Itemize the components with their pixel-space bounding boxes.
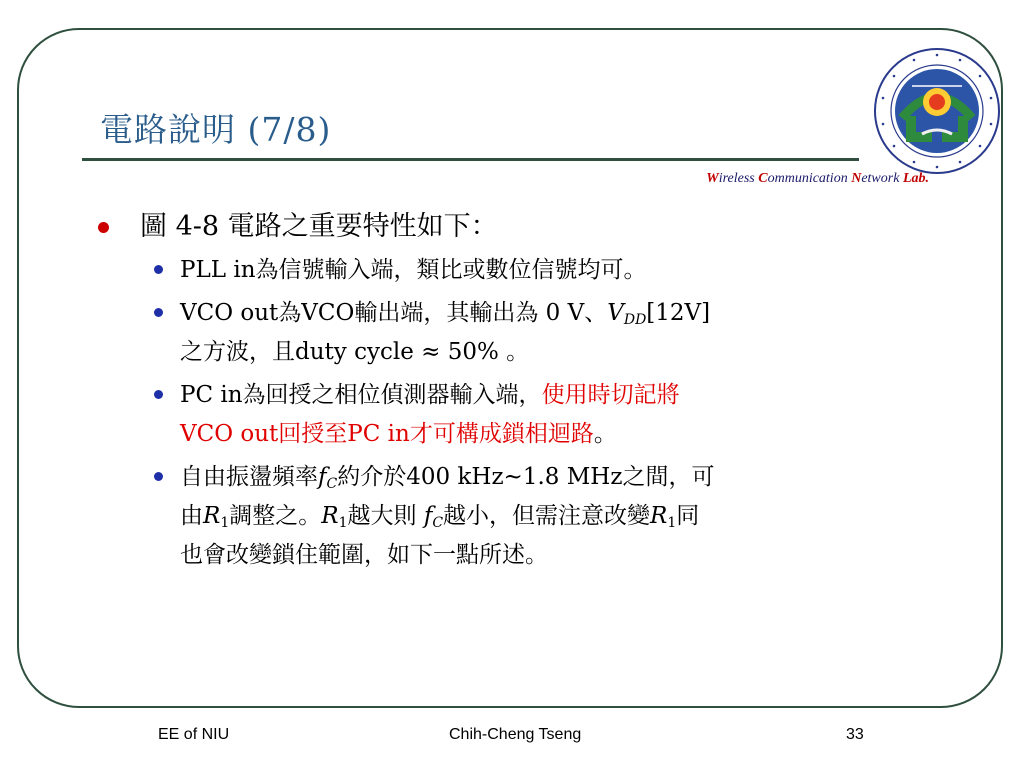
- bullet-main: [96, 205, 926, 249]
- title-divider: [82, 158, 859, 161]
- footer-left: EE of NIU: [158, 726, 230, 743]
- bullet-dot-icon: [154, 472, 163, 481]
- sub-bullet-vco: VCO out為VCO輸出端，其輸出為 0 V、$V_{DD}[12V]$ 之方波，且duty cycle ≈ 50% 。: [96, 294, 926, 372]
- page-number: 33: [846, 726, 864, 743]
- bullet-dot-icon: [154, 308, 163, 317]
- university-logo-icon: [872, 46, 1002, 176]
- sub-bullet-frequency: 自由振盪頻率$f_C$約介於400 kHz~1.8 MHz之間，可 由$R_1$調整之。$R_1$越大則 $f_C$越小，但需注意改變$R_1$同 也會改變鎖住範圍，如下一點所述。: [96, 458, 926, 575]
- footer-author: Chih-Cheng Tseng: [449, 726, 582, 743]
- bullet-main-text: 圖 4-8 電路之重要特性如下：: [140, 211, 498, 242]
- slide-title: 電路說明 (7/8): [100, 110, 332, 149]
- lab-tagline: Wireless Communication Network Lab.: [706, 171, 929, 186]
- sub-bullet-pc: PC in為回授之相位偵測器輸入端，使用時切記將 VCO out回授至PC in才可構成鎖相迴路。: [96, 376, 926, 454]
- sub-bullet-list: [96, 251, 926, 575]
- bullet-dot-icon: [154, 390, 163, 399]
- slide-content: [96, 205, 926, 579]
- emphasis-text: VCO out回授至PC in才可構成鎖相迴路: [180, 421, 594, 447]
- emphasis-text: 使用時切記將: [541, 382, 680, 408]
- bullet-dot-icon: [154, 265, 163, 274]
- sub-bullet-pll: PLL in為信號輸入端，類比或數位信號均可。: [96, 251, 926, 290]
- bullet-dot-icon: [98, 222, 109, 233]
